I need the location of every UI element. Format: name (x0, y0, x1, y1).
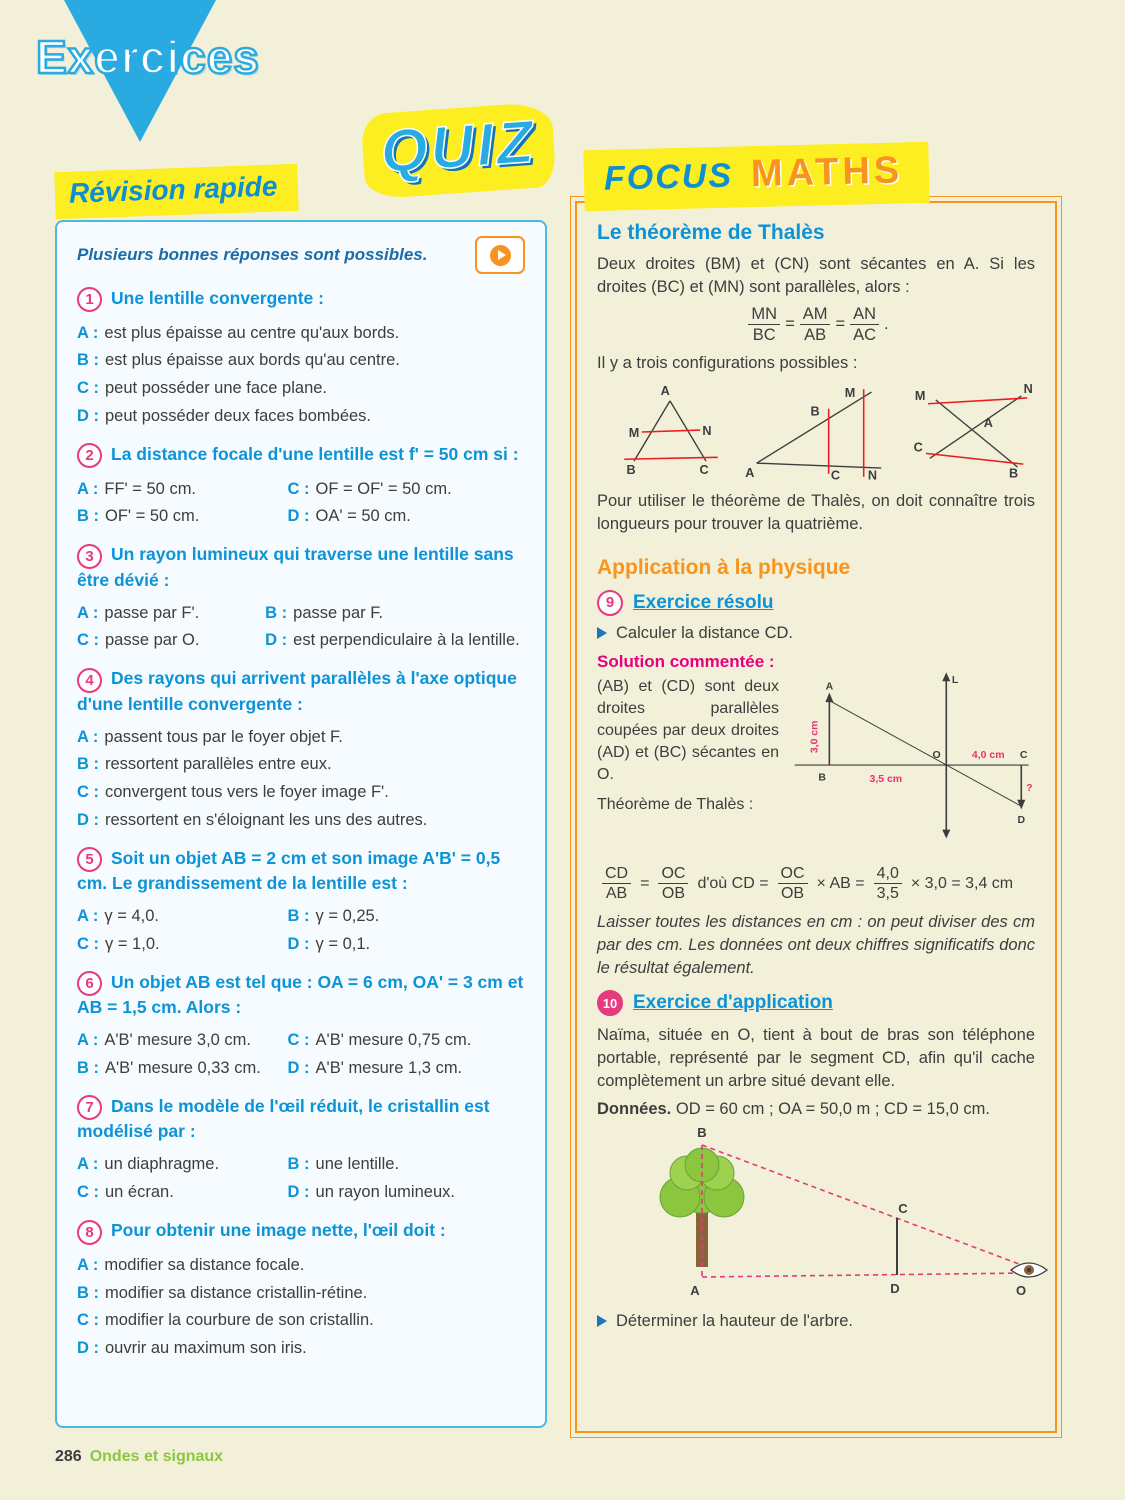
option: D : ressortent en s'éloignant les uns des autres. (77, 810, 428, 829)
ex9-formula: $\frac{CD}{AB}$ = $\frac{OC}{OB}$ d'où CD = $\frac{OC}{OB}$ × AB = $\frac{4,0}{3,5}$ × 3,0 = 3,4 cm (597, 865, 1035, 903)
solution-text: (AB) et (CD) sont deux droites parallèles coupées par deux droites (AD) et (BC) sécantes en O. (597, 678, 779, 784)
exercise-10-text: Naïma, située en O, tient à bout de bras son téléphone portable, représenté par le segment CD, afin qu'il cache complètement un arbre situé devant elle. (597, 1026, 1035, 1091)
option: A : passent tous par le foyer objet F. (77, 727, 343, 746)
tree-diagram (597, 1125, 1057, 1305)
option: B : γ = 0,25. (287, 907, 380, 926)
label-C: C (1019, 749, 1028, 761)
exercise-number-badge: 10 (597, 990, 623, 1016)
quiz-logo-splash (360, 101, 557, 199)
option: A : un diaphragme. (77, 1155, 220, 1174)
option: C : γ = 1,0. (77, 934, 160, 953)
question-title: Dans le modèle de l'œil réduit, le cristallin est modélisé par : (77, 1096, 490, 1142)
fraction: $\frac{CD}{AB}$ (602, 865, 631, 903)
fraction: $\frac{4,0}{3,5}$ (874, 865, 902, 903)
question-title: Un objet AB est tel que : OA = 6 cm, OA' = 3 cm et AB = 1,5 cm. Alors : (77, 971, 524, 1018)
focus-header (570, 146, 1062, 208)
video-play-icon (475, 236, 525, 274)
question-3 (77, 543, 525, 654)
thales-usage: Pour utiliser le théorème de Thalès, on doit connaître trois longueurs pour trouver la quatrième. (597, 491, 1035, 533)
focus-maths-banner (583, 142, 930, 211)
option: C : OF = OF' = 50 cm. (287, 479, 452, 498)
thales-configurations (597, 382, 1035, 482)
label-B: B (818, 772, 826, 784)
label-A: A (983, 415, 993, 430)
eye-icon (1011, 1263, 1047, 1277)
options (77, 903, 525, 958)
label-N: N (867, 468, 878, 482)
task-bullet-icon (597, 1315, 607, 1327)
option: C : passe par O. (77, 631, 200, 650)
question-2 (77, 443, 525, 531)
fraction: $\frac{OC}{OB}$ (778, 865, 808, 903)
option: C : convergent tous vers le foyer image F'. (77, 783, 389, 802)
focus-maths-column (570, 146, 1062, 1438)
option: A : A'B' mesure 3,0 cm. (77, 1031, 251, 1050)
options (77, 319, 525, 430)
option: A : passe par F'. (77, 603, 200, 622)
option: D : OA' = 50 cm. (287, 507, 411, 526)
question-title: Soit un objet AB = 2 cm et son image A'B' = 0,5 cm. Le grandissement de la lentille est : (77, 847, 501, 894)
label-D: D (1017, 814, 1026, 826)
focus-box-inner (575, 201, 1057, 1433)
exercise-title: Exercice d'application (633, 992, 833, 1014)
configs-intro: Il y a trois configurations possibles : (597, 354, 858, 373)
option: B : ressortent parallèles entre eux. (77, 755, 332, 774)
label-M: M (844, 385, 856, 400)
options (77, 475, 525, 530)
thales-intro: Deux droites (BM) et (CN) sont sécantes en A. Si les droites (BC) et (MN) sont parallèles, alors : (597, 255, 1035, 297)
option: B : est plus épaisse aux bords qu'au centre. (77, 351, 400, 370)
question-5 (77, 847, 525, 958)
question-7 (77, 1095, 525, 1206)
label-A: A (690, 1282, 700, 1298)
question-title: Un rayon lumineux qui traverse une lentille sans être dévié : (77, 544, 514, 590)
question-title: Une lentille convergente : (111, 288, 324, 308)
question-title: Des rayons qui arrivent parallèles à l'axe optique d'une lentille convergente : (77, 668, 517, 714)
quiz-intro-row (77, 236, 525, 274)
option: B : modifier sa distance cristallin-rétine. (77, 1283, 368, 1302)
exercise-10-header (597, 990, 1035, 1016)
thales-title: Le théorème de Thalès (597, 221, 825, 244)
method-note: Laisser toutes les distances en cm : on peut diviser des cm par des cm. Les données ont deux chiffres significatifs donc le résultat également. (597, 912, 1035, 978)
option: B : une lentille. (287, 1155, 400, 1174)
quiz-logo: QUIZ (378, 107, 539, 186)
options (77, 723, 525, 834)
data-line: Données. OD = 60 cm ; OA = 50,0 m ; CD = 15,0 cm. (597, 1099, 990, 1118)
thales-config-2-diagram (743, 382, 889, 482)
exercise-title: Exercice résolu (633, 591, 774, 613)
option: C : peut posséder une face plane. (77, 379, 328, 398)
question-8 (77, 1219, 525, 1362)
option: C : modifier la courbure de son cristallin. (77, 1311, 374, 1330)
revision-rapide-banner: Révision rapide (54, 164, 298, 219)
label-A: A (825, 681, 834, 693)
page-footer (55, 1448, 223, 1466)
solution-label: Solution commentée : (597, 651, 775, 671)
label-M: M (628, 425, 640, 440)
thales-formula: $\frac{MN}{BC}$ = $\frac{AM}{AB}$ = $\frac{AN}{AC}$ . (597, 305, 1035, 344)
question-title: La distance focale d'une lentille est f' = 50 cm si : (111, 443, 519, 464)
question-number-badge: 2 (77, 443, 102, 468)
options (77, 1252, 525, 1363)
label-B: B (697, 1124, 707, 1140)
label-O: O (1015, 1282, 1027, 1298)
thales-config-1-diagram (597, 382, 743, 482)
measure-ab: 3,0 cm (809, 720, 821, 753)
label-B: B (1009, 466, 1019, 481)
option: D : γ = 0,1. (287, 934, 371, 953)
exercise-number-badge: 9 (597, 590, 623, 616)
solution-text-column (597, 649, 779, 861)
maths-word: MATHS (750, 149, 904, 196)
measure-unknown: ? (1026, 782, 1033, 794)
question-1 (77, 287, 525, 430)
focus-word: FOCUS (603, 156, 734, 198)
option: D : A'B' mesure 1,3 cm. (287, 1058, 463, 1077)
question-number-badge: 8 (77, 1220, 102, 1245)
question-number-badge: 1 (77, 287, 102, 312)
label-C: C (830, 468, 841, 482)
focus-box (570, 196, 1062, 1438)
options (77, 1151, 525, 1206)
task-bullet-icon (597, 627, 607, 639)
option: A : γ = 4,0. (77, 907, 159, 926)
option: A : FF' = 50 cm. (77, 479, 197, 498)
option: B : A'B' mesure 0,33 cm. (77, 1058, 261, 1077)
measure-oc: 4,0 cm (971, 749, 1005, 761)
page-number: 286 (55, 1448, 82, 1465)
option: A : est plus épaisse au centre qu'aux bords. (77, 323, 400, 342)
label-B: B (626, 462, 636, 477)
label-C: C (898, 1200, 908, 1216)
label-C: C (913, 440, 923, 455)
question-number-badge: 4 (77, 668, 102, 693)
label-L: L (951, 674, 959, 686)
label-B: B (810, 404, 820, 419)
exercise-10-task: Déterminer la hauteur de l'arbre. (597, 1312, 1035, 1331)
label-A: A (660, 383, 670, 398)
option: D : un rayon lumineux. (287, 1183, 455, 1202)
options (77, 1027, 525, 1082)
option: C : un écran. (77, 1183, 174, 1202)
question-title: Pour obtenir une image nette, l'œil doit : (111, 1220, 446, 1241)
fraction: $\frac{AM}{AB}$ (800, 305, 831, 344)
exercise-9-header (597, 590, 1035, 616)
label-O: O (932, 749, 941, 761)
data-label: Données. (597, 1099, 672, 1118)
label-M: M (914, 388, 926, 403)
label-A: A (745, 465, 755, 480)
option: A : modifier sa distance focale. (77, 1256, 305, 1274)
options (77, 599, 525, 654)
thales-config-3-diagram (889, 382, 1035, 482)
exercise-9-task: Calculer la distance CD. (597, 624, 1035, 643)
option: B : passe par F. (265, 603, 384, 622)
label-D: D (890, 1280, 900, 1296)
lens-diagram (785, 649, 1035, 861)
question-4 (77, 667, 525, 833)
chapter-title: Ondes et signaux (89, 1448, 224, 1465)
fraction: $\frac{OC}{OB}$ (658, 865, 688, 903)
label-N: N (1023, 381, 1033, 396)
option: D : ouvrir au maximum son iris. (77, 1338, 307, 1357)
quiz-box (55, 220, 547, 1428)
quiz-header (55, 107, 547, 220)
measure-ob: 3,5 cm (869, 773, 903, 785)
option: C : A'B' mesure 0,75 cm. (287, 1031, 472, 1050)
label-C: C (699, 462, 709, 477)
option: D : est perpendiculaire à la lentille. (265, 631, 520, 650)
question-number-badge: 3 (77, 544, 102, 569)
page-title: Exercices (36, 31, 260, 83)
fraction: $\frac{AN}{AC}$ (850, 305, 879, 344)
label-N: N (702, 423, 712, 438)
question-6 (77, 971, 525, 1082)
question-number-badge: 7 (77, 1095, 102, 1120)
question-number-badge: 6 (77, 971, 102, 996)
application-title: Application à la physique (597, 555, 851, 579)
option: B : OF' = 50 cm. (77, 507, 200, 526)
thales-reference-label: Théorème de Thalès : (597, 796, 754, 814)
fraction: $\frac{MN}{BC}$ (748, 305, 780, 344)
solution-block (597, 649, 1035, 861)
quiz-column (55, 107, 547, 1428)
quiz-intro-text: Plusieurs bonnes réponses sont possibles. (77, 245, 428, 264)
option: D : peut posséder deux faces bombées. (77, 406, 372, 425)
question-number-badge: 5 (77, 847, 102, 872)
